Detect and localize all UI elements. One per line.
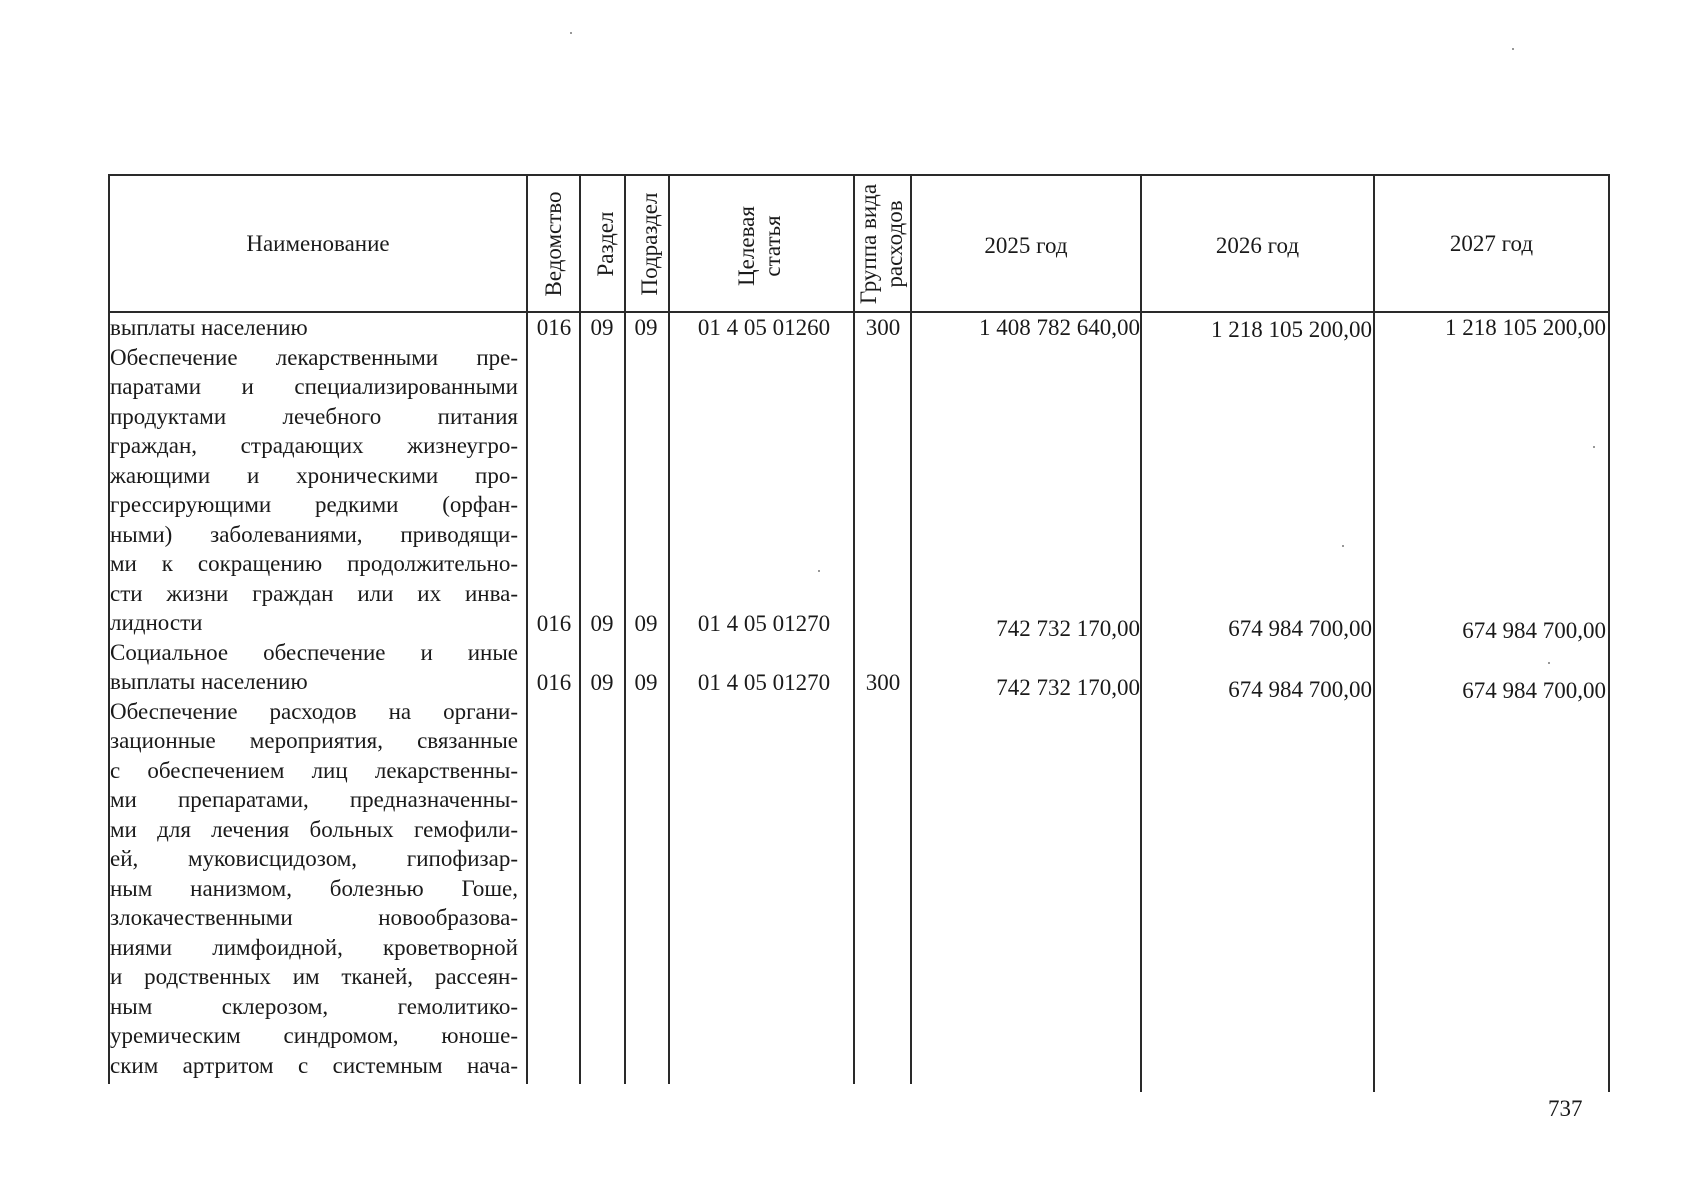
cell-section: 09 xyxy=(590,611,614,636)
cell-subsection: 09 xyxy=(634,611,658,636)
cell-dept: 016 xyxy=(536,670,572,695)
name-line: Обеспечение расходов на органи- xyxy=(110,698,518,724)
header-section: Раздел xyxy=(593,211,618,277)
cell-target: 01 4 05 01260 xyxy=(697,315,831,340)
name-line: сти жизни граждан или их инва- xyxy=(110,580,518,606)
name-line: граждан, страдающих жизнеугро- xyxy=(110,433,518,458)
cell-2026: 674 984 700,00 xyxy=(1228,677,1372,702)
cell-subsection: 09 xyxy=(634,315,658,340)
header-2025: 2025 год xyxy=(984,233,1068,258)
cell-2026: 1 218 105 200,00 xyxy=(1211,317,1372,342)
name-line: ным склерозом, гемолитико- xyxy=(110,993,518,1019)
scan-speck xyxy=(1593,446,1595,448)
scan-speck xyxy=(818,570,820,572)
header-2026: 2026 год xyxy=(1215,233,1300,258)
name-line: ным нанизмом, болезнью Гоше, xyxy=(110,875,518,901)
name-line: выплаты населению xyxy=(110,669,308,694)
name-line: ским артритом с системным нача- xyxy=(110,1052,518,1078)
header-subsection: Подраздел xyxy=(637,192,662,296)
name-line: жающими и хроническими про- xyxy=(110,462,518,488)
name-line: ми для лечения больных гемофили- xyxy=(110,816,518,842)
cell-group: 300 xyxy=(865,670,901,695)
cell-target: 01 4 05 01270 xyxy=(697,670,831,695)
header-dept: Ведомство xyxy=(541,191,566,297)
scan-speck xyxy=(1512,48,1514,50)
table-border-right xyxy=(1608,174,1610,1092)
col-divider-2027 xyxy=(1373,174,1375,1092)
cell-2025: 742 732 170,00 xyxy=(996,675,1140,700)
col-divider-2026 xyxy=(1140,174,1142,1092)
name-line: ей, муковисцидозом, гипофизар- xyxy=(110,846,518,871)
header-group xyxy=(856,174,908,314)
col-divider-target xyxy=(668,174,670,1084)
header-name: Наименование xyxy=(246,231,390,256)
scan-speck xyxy=(570,32,572,34)
name-column-text xyxy=(110,313,518,1080)
cell-section: 09 xyxy=(590,670,614,695)
scan-speck xyxy=(1548,662,1550,664)
cell-2027: 674 984 700,00 xyxy=(1462,678,1606,703)
name-line: уремическим синдромом, юноше- xyxy=(110,1023,518,1048)
name-line: лидности xyxy=(110,610,203,635)
header-group-line2: расходов xyxy=(882,200,907,288)
cell-2025: 742 732 170,00 xyxy=(996,616,1140,641)
cell-2027: 1 218 105 200,00 xyxy=(1445,315,1606,340)
cell-dept: 016 xyxy=(536,315,572,340)
name-line: злокачественными новообразова- xyxy=(110,905,518,930)
name-line: Социальное обеспечение и иные xyxy=(110,639,518,665)
cell-section: 09 xyxy=(590,315,614,340)
header-target xyxy=(712,184,812,308)
name-line: ми к сокращению продолжительно- xyxy=(110,551,518,576)
cell-dept: 016 xyxy=(536,611,572,636)
cell-target: 01 4 05 01270 xyxy=(697,611,831,636)
cell-2026: 674 984 700,00 xyxy=(1228,616,1372,641)
cell-group: 300 xyxy=(865,315,901,340)
cell-2025: 1 408 782 640,00 xyxy=(979,315,1140,340)
col-divider-dept xyxy=(526,174,528,1084)
header-2027: 2027 год xyxy=(1449,231,1534,256)
cell-2027: 674 984 700,00 xyxy=(1462,618,1606,643)
header-target-line2: статья xyxy=(760,215,785,277)
name-line: и родственных им тканей, рассеян- xyxy=(110,964,518,989)
col-divider-section xyxy=(579,174,581,1084)
name-line: ми препаратами, предназначенны- xyxy=(110,787,518,812)
header-target-line1: Целевая xyxy=(734,206,759,286)
cell-subsection: 09 xyxy=(634,670,658,695)
name-line: ными) заболеваниями, приводящи- xyxy=(110,521,518,547)
page-number: 737 xyxy=(1548,1096,1583,1121)
name-line: с обеспечением лиц лекарственны- xyxy=(110,757,518,783)
name-line: Обеспечение лекарственными пре- xyxy=(110,344,518,370)
name-line: грессирующими редкими (орфан- xyxy=(110,492,518,517)
scan-speck xyxy=(1342,545,1344,547)
header-group-line1: Группа вида xyxy=(856,183,881,305)
name-line: ниями лимфоидной, кроветворной xyxy=(110,934,518,960)
name-line: зационные мероприятия, связанные xyxy=(110,728,518,753)
name-line: выплаты населению xyxy=(110,315,308,340)
name-line: паратами и специализированными xyxy=(110,374,518,399)
name-line: продуктами лечебного питания xyxy=(110,403,518,429)
